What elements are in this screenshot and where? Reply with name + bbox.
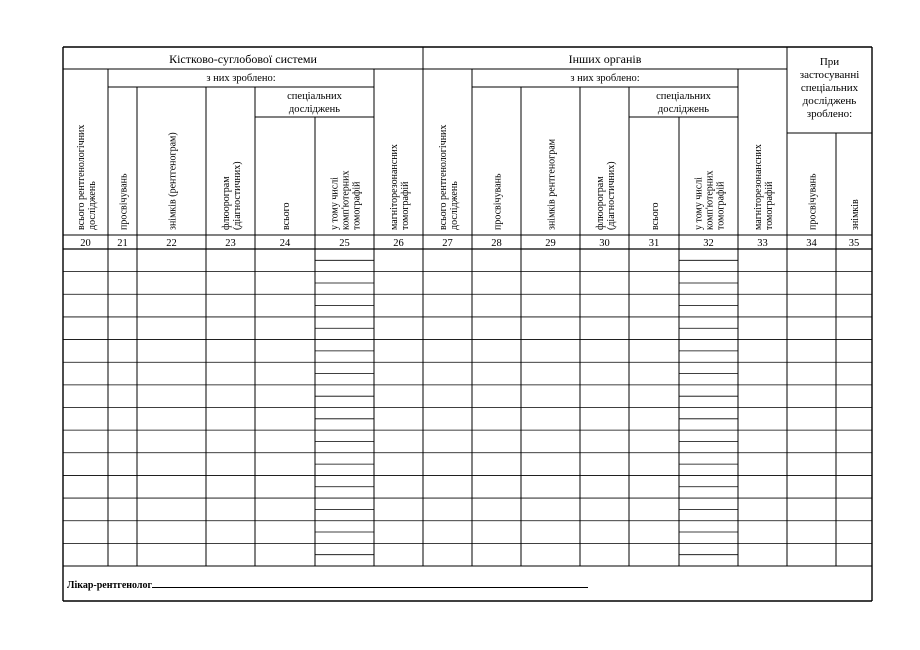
col-header-total-xray: досліджень bbox=[87, 181, 98, 230]
col-header-total-xray: всього рентгенологічних bbox=[438, 124, 449, 230]
group-title-special: спеціальних bbox=[800, 82, 859, 94]
col-header-ct: комп'ютерних bbox=[704, 170, 716, 230]
col-header-mri: магніторезонансних bbox=[753, 144, 764, 230]
col-header-fluorograms: (діагностичних) bbox=[606, 161, 617, 230]
group-title-special: При bbox=[819, 56, 840, 68]
col-header-all: всього bbox=[650, 202, 661, 230]
column-number: 26 bbox=[393, 238, 404, 249]
column-number: 32 bbox=[703, 238, 714, 249]
column-number: 22 bbox=[166, 238, 177, 249]
footer-label: Лікар-рентгенолог bbox=[67, 580, 153, 591]
col-header-all: всього bbox=[281, 202, 292, 230]
col-header-fluoroscopy: просвічувань bbox=[118, 173, 130, 230]
subgroup-done-other: з них зроблено: bbox=[570, 73, 640, 84]
col-header-fluoroscopy-special: просвічувань bbox=[807, 173, 819, 230]
col-header-images-special: знімків bbox=[850, 199, 861, 230]
column-number: 31 bbox=[648, 238, 660, 249]
col-header-fluorograms: флюорограм bbox=[221, 176, 232, 230]
table-grid bbox=[63, 47, 872, 601]
col-header-ct: томографій bbox=[351, 181, 363, 230]
subgroup-special-other: досліджень bbox=[657, 104, 710, 115]
column-number: 29 bbox=[545, 238, 556, 249]
column-number: 24 bbox=[279, 238, 291, 249]
group-title-other: Інших органів bbox=[568, 52, 642, 66]
column-number: 25 bbox=[339, 238, 350, 249]
col-header-images: знімків рентгенограм bbox=[546, 138, 558, 230]
column-number: 23 bbox=[225, 238, 236, 249]
subgroup-special-other: спеціальних bbox=[656, 91, 711, 102]
group-title-special: зроблено: bbox=[806, 108, 853, 120]
table-headers bbox=[76, 52, 861, 249]
col-header-images: знімків (рентгенограм) bbox=[167, 132, 179, 230]
col-header-total-xray: всього рентгенологічних bbox=[76, 124, 87, 230]
col-header-ct: у тому числі bbox=[329, 177, 341, 230]
col-header-fluorograms: флюорограм bbox=[595, 176, 606, 230]
col-header-fluoroscopy: просвічувань bbox=[492, 173, 504, 230]
group-title-special: досліджень bbox=[802, 95, 857, 107]
group-title-bone: Кістково-суглобової системи bbox=[169, 52, 317, 66]
column-number: 30 bbox=[599, 238, 610, 249]
column-number: 35 bbox=[848, 238, 860, 249]
col-header-fluorograms: (діагностичних) bbox=[232, 161, 243, 230]
column-number: 28 bbox=[491, 238, 502, 249]
signature-line bbox=[67, 577, 588, 591]
subgroup-special-bone: спеціальних bbox=[287, 91, 342, 102]
col-header-ct: у тому числі bbox=[693, 177, 705, 230]
col-header-ct: томографій bbox=[715, 181, 727, 230]
col-header-mri: томографій bbox=[764, 181, 775, 230]
column-number: 27 bbox=[442, 238, 453, 249]
subgroup-done-bone: з них зроблено: bbox=[206, 73, 276, 84]
column-number: 34 bbox=[806, 238, 817, 249]
col-header-total-xray: досліджень bbox=[449, 181, 460, 230]
group-title-special: застосуванні bbox=[799, 69, 860, 81]
column-number: 20 bbox=[80, 238, 91, 249]
col-header-ct: комп'ютерних bbox=[340, 170, 352, 230]
subgroup-special-bone: досліджень bbox=[288, 104, 341, 115]
column-number: 21 bbox=[117, 238, 128, 249]
col-header-mri: томографій bbox=[400, 181, 411, 230]
col-header-mri: магніторезонансних bbox=[389, 144, 400, 230]
column-number: 33 bbox=[757, 238, 768, 249]
signature-underline bbox=[152, 577, 588, 588]
